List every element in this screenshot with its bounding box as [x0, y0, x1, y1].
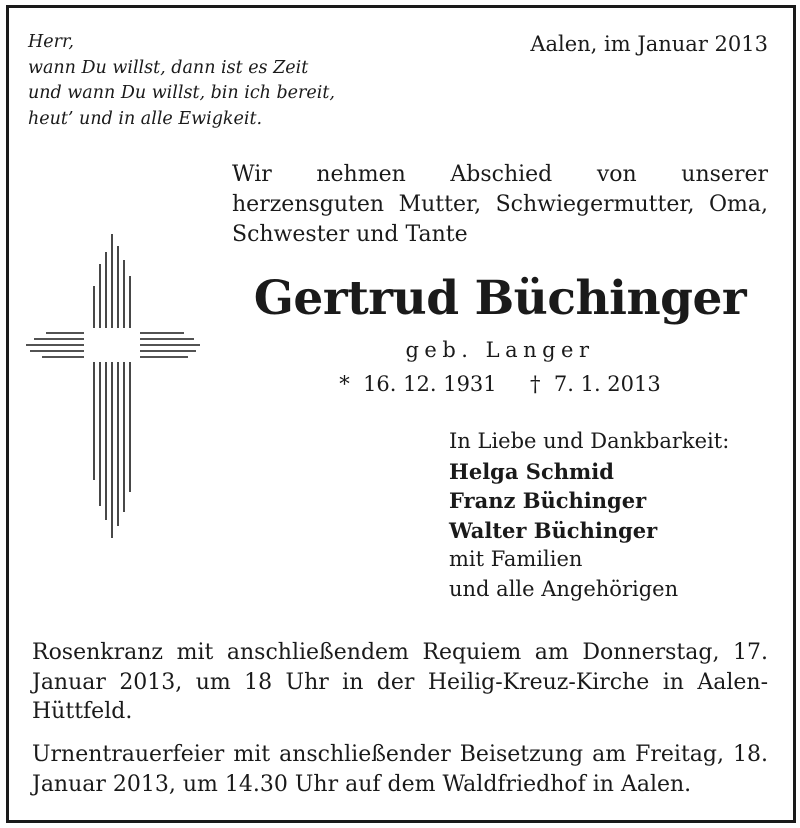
mourner-name: Helga Schmid [449, 458, 614, 484]
life-dates: * 16. 12. 1931 † 7. 1. 2013 [339, 372, 661, 396]
place-date: Aalen, im Januar 2013 [530, 32, 768, 56]
verse-line: heut’ und in alle Ewigkeit. [28, 108, 263, 129]
intro-text: Wir nehmen Abschied von unserer herzensguten Mutter, Schwiegermutter, Oma, Schwester und Tante [232, 162, 768, 247]
mourners-block [449, 427, 729, 604]
verse [28, 30, 335, 132]
cross-icon [24, 230, 204, 542]
mourners-families: mit Familien [449, 547, 583, 571]
mourners-relatives: und alle Angehörigen [449, 576, 679, 601]
verse-line: wann Du willst, dann ist es Zeit [28, 57, 309, 78]
deceased-name: Gertrud Büchinger [253, 271, 747, 326]
requiem-paragraph: Rosenkranz mit anschließendem Requiem am Donnerstag, 17. Januar 2013, um 18 Uhr in der Heilig-Kreuz-Kirche in Aalen-Hüttfeld. [32, 640, 768, 724]
maiden-name: geb. Langer [405, 338, 595, 362]
mourner-name: Franz Büchinger [449, 488, 647, 513]
verse-line: Herr, [28, 32, 74, 52]
burial-paragraph: Urnentrauerfeier mit anschließender Beisetzung am Freitag, 18. Januar 2013, um 14.30 Uhr auf dem Waldfriedhof in Aalen. [32, 742, 768, 797]
mourners-heading: In Liebe und Dankbarkeit: [449, 429, 730, 453]
verse-line: und wann Du willst, bin ich bereit, [28, 83, 335, 103]
mourner-name: Walter Büchinger [449, 517, 658, 543]
